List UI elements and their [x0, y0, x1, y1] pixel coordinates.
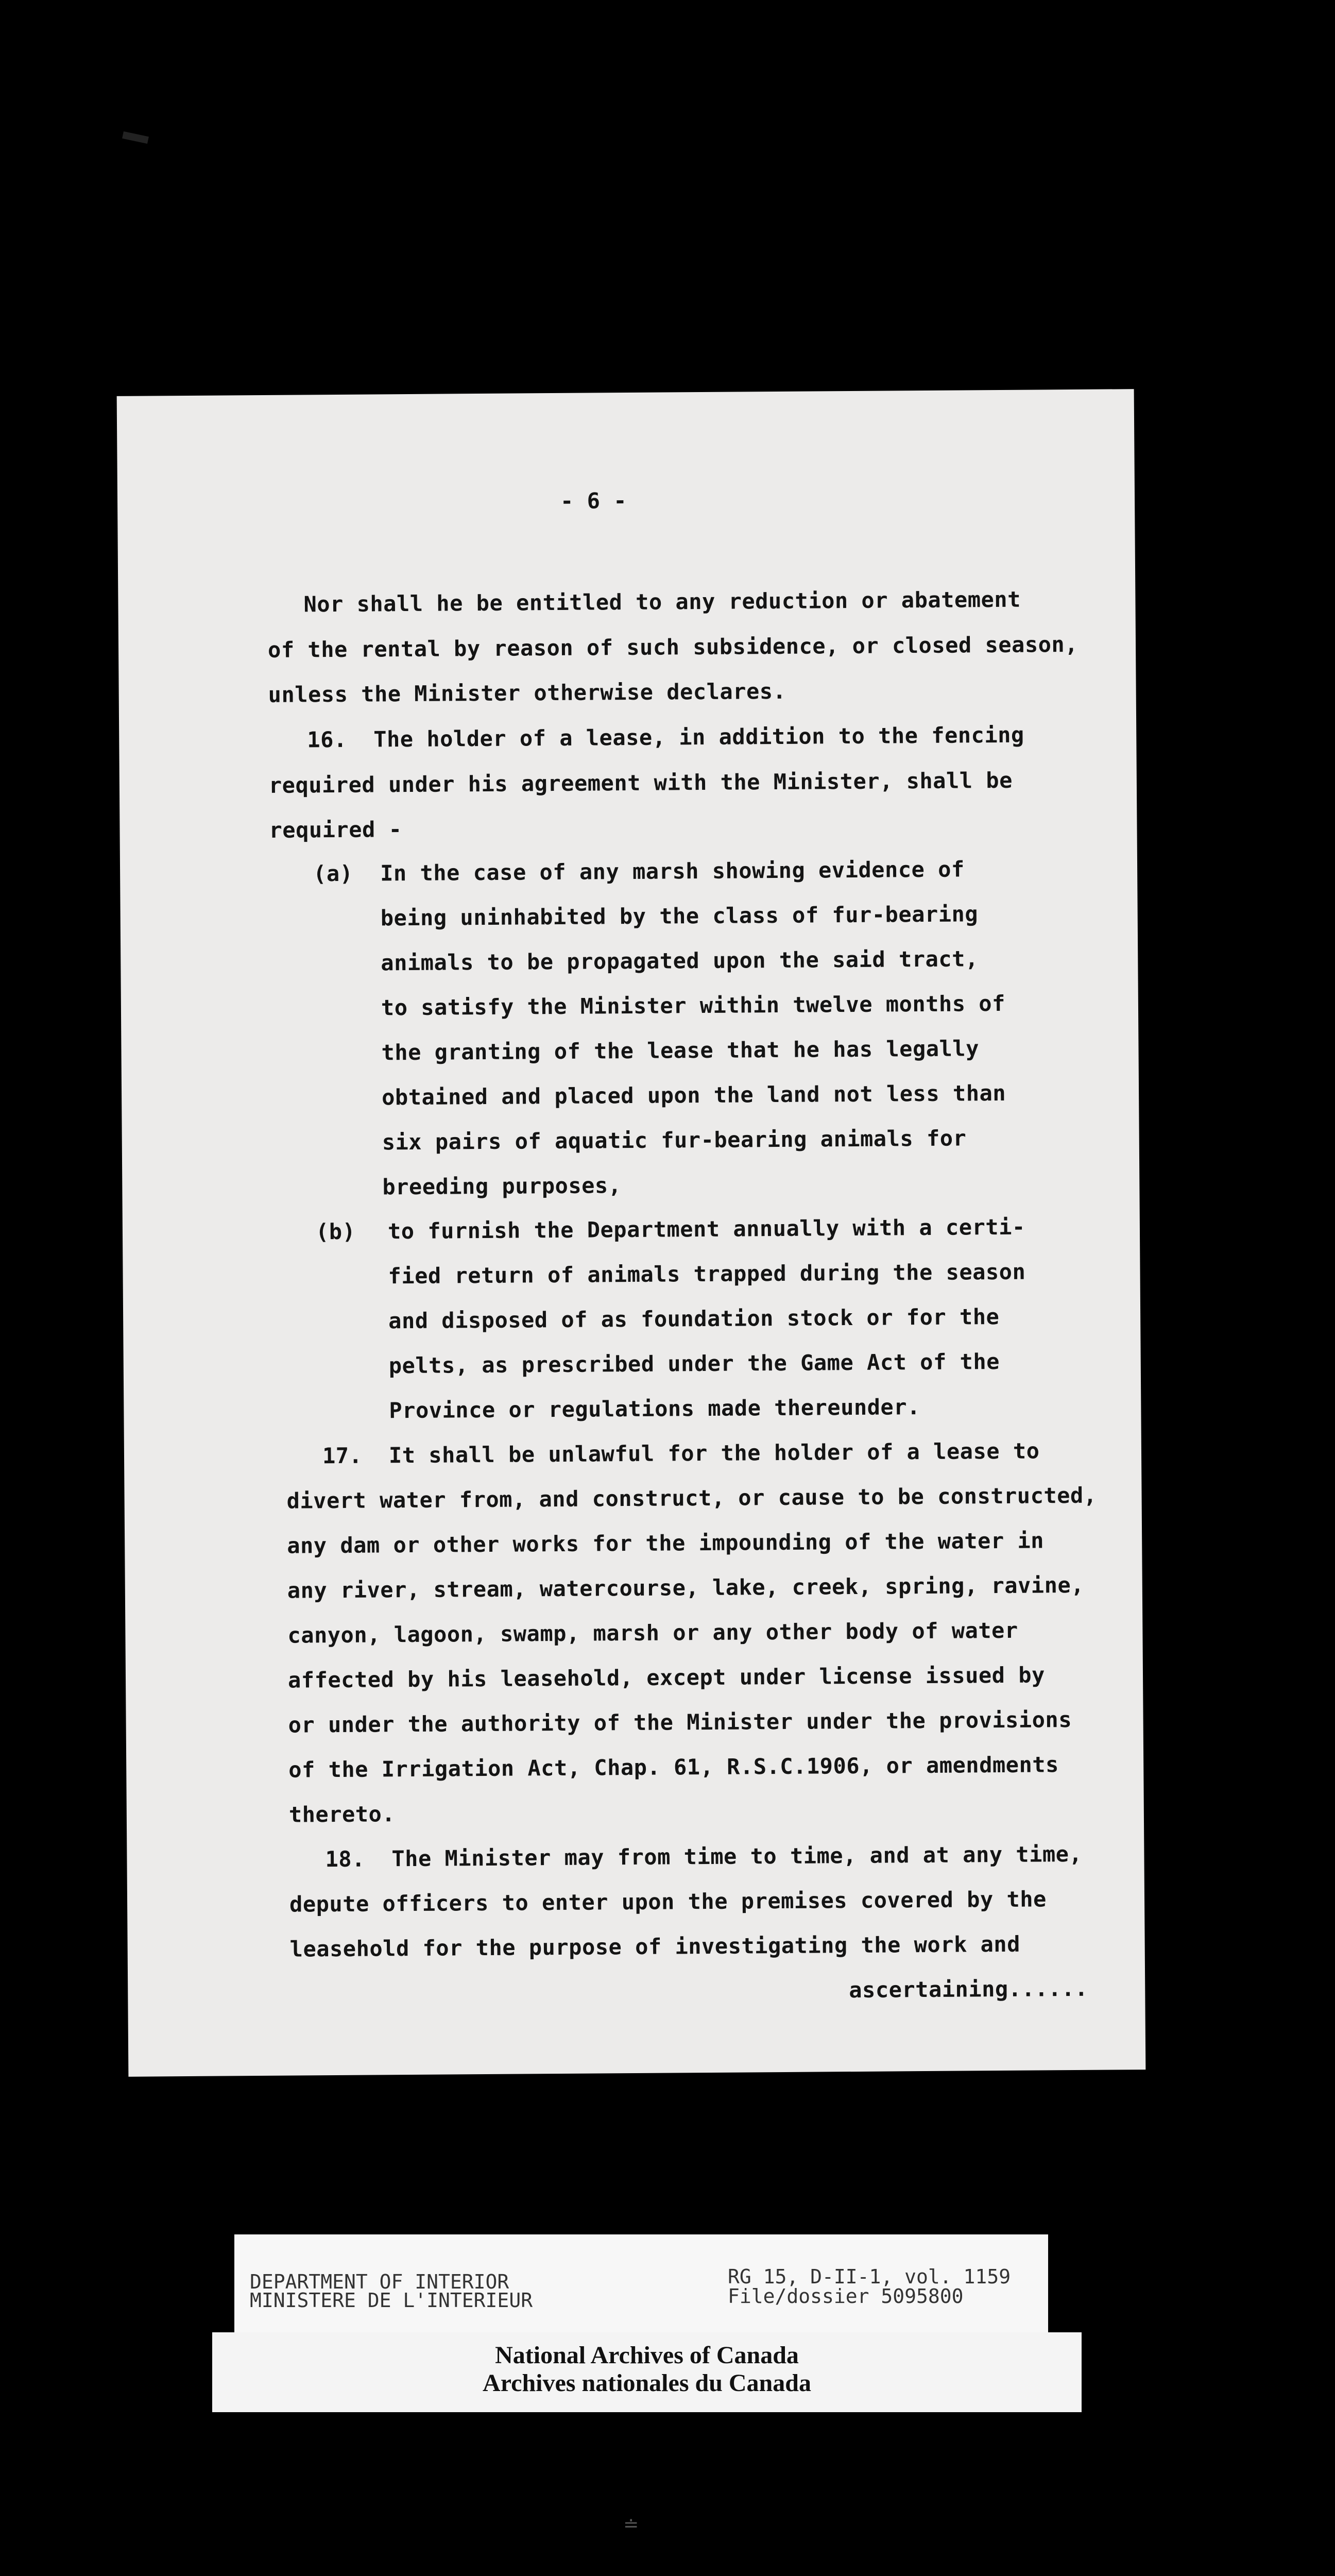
text-line: 16. The holder of a lease, in addition to the fencing	[307, 722, 1024, 753]
text-line: being uninhabited by the class of fur-bearing	[380, 901, 979, 931]
text-line: and disposed of as foundation stock or for the	[388, 1304, 1000, 1334]
text-line: unless the Minister otherwise declares.	[268, 678, 786, 707]
text-line: In the case of any marsh showing evidence of	[380, 856, 965, 886]
dept-english: DEPARTMENT OF INTERIOR	[250, 2270, 509, 2293]
text-line: pelts, as prescribed under the Game Act of the	[388, 1349, 1000, 1379]
text-line: depute officers to enter upon the premises covered by the	[289, 1886, 1047, 1917]
dept-french: MINISTERE DE L'INTERIEUR	[250, 2289, 533, 2312]
text-line: thereto.	[288, 1801, 396, 1827]
document-page	[117, 389, 1146, 2077]
text-line: required under his agreement with the Minister, shall be	[268, 767, 1013, 798]
reference-file: File/dossier 5095800	[728, 2285, 964, 2308]
text-line: fied return of animals trapped during the season	[388, 1259, 1026, 1289]
text-line: Nor shall he be entitled to any reduction or abatement	[303, 586, 1021, 617]
text-line: required -	[269, 817, 402, 843]
text-line: of the Irrigation Act, Chap. 61, R.S.C.1906, or amendments	[288, 1752, 1059, 1783]
scan-mark	[122, 131, 149, 144]
text-line: or under the authority of the Minister under the provisions	[288, 1707, 1072, 1738]
text-line: Province or regulations made thereunder.	[389, 1394, 920, 1423]
text-line: any dam or other works for the impounding of the water in	[287, 1528, 1045, 1558]
text-line: animals to be propagated upon the said tract,	[381, 946, 979, 976]
text-line: to furnish the Department annually with a certi-	[387, 1214, 1025, 1244]
text-line: the granting of the lease that he has legally	[381, 1036, 980, 1065]
text-line: leasehold for the purpose of investigating the work and	[289, 1931, 1021, 1962]
text-line: 17. It shall be unlawful for the holder of a lease to	[322, 1438, 1040, 1469]
reference-volume: RG 15, D-II-1, vol. 1159	[728, 2265, 1011, 2288]
scan-artifact-icon: ≐	[623, 2514, 639, 2535]
national-archives-label	[212, 2332, 1082, 2412]
text-line: of the rental by reason of such subsidence, or closed season,	[267, 631, 1079, 663]
text-line: six pairs of aquatic fur-bearing animals for	[382, 1125, 967, 1155]
nac-french: Archives nationales du Canada	[483, 2369, 811, 2397]
clause-marker: (a)	[313, 860, 353, 887]
text-line: canyon, lagoon, swamp, marsh or any other body of water	[287, 1617, 1018, 1648]
text-line: any river, stream, watercourse, lake, creek, spring, ravine,	[287, 1572, 1085, 1603]
text-line: ascertaining......	[849, 1975, 1088, 2003]
nac-english: National Archives of Canada	[495, 2342, 799, 2369]
text-line: divert water from, and construct, or cause to be constructed,	[286, 1482, 1097, 1514]
text-line: affected by his leasehold, except under license issued by	[287, 1662, 1045, 1693]
page-number: - 6 -	[560, 488, 627, 514]
archive-reference-label	[234, 2234, 1048, 2332]
text-line: to satisfy the Minister within twelve months of	[381, 990, 1006, 1021]
text-line: 18. The Minister may from time to time, and at any time,	[325, 1841, 1083, 1872]
clause-marker: (b)	[315, 1218, 356, 1245]
text-line: obtained and placed upon the land not less than	[381, 1080, 1006, 1110]
text-line: breeding purposes,	[382, 1173, 622, 1200]
